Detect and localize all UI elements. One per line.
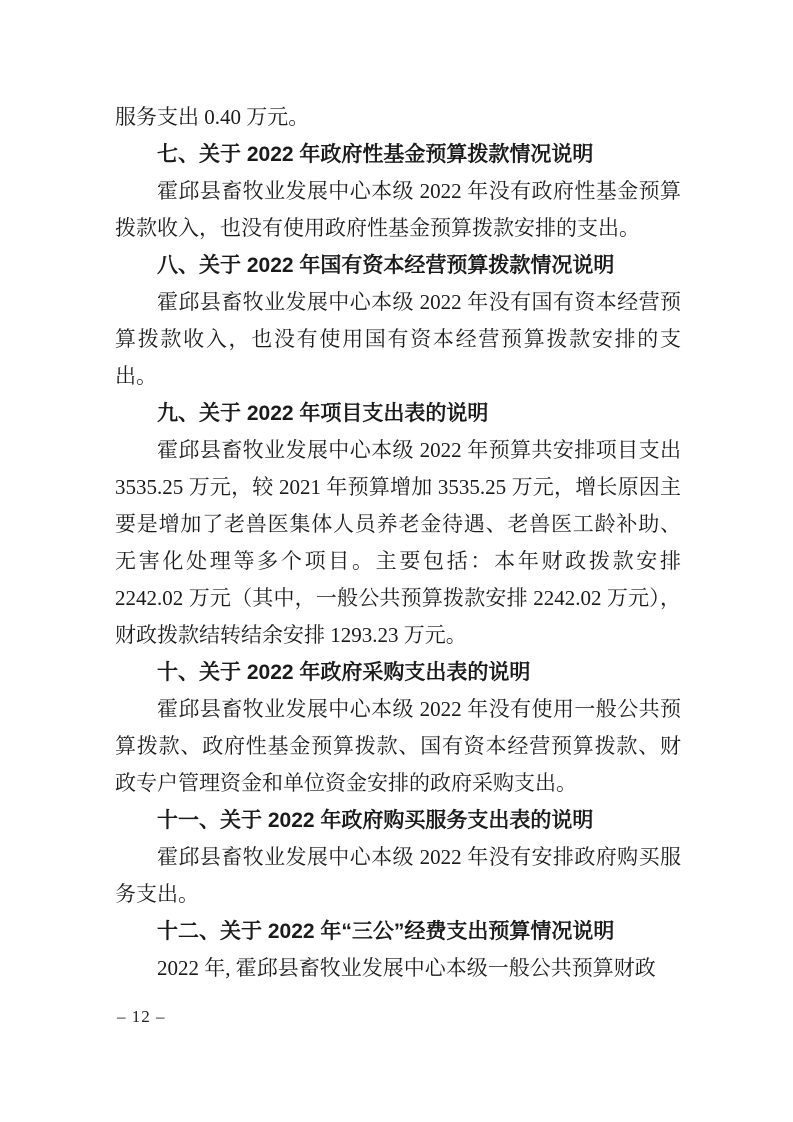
paragraph-section-8: 霍邱县畜牧业发展中心本级 2022 年没有国有资本经营预算拨款收入，也没有使用国有资本经营预算拨款安排的支出。 <box>115 290 681 388</box>
paragraph-section-12: 2022 年, 霍邱县畜牧业发展中心本级一般公共预算财政 <box>157 956 656 980</box>
document-body <box>115 99 681 987</box>
heading-section-8: 八、关于 2022 年国有资本经营预算拨款情况说明 <box>157 254 615 277</box>
heading-section-12: 十二、关于 2022 年“三公”经费支出预算情况说明 <box>157 920 615 943</box>
heading-section-9: 九、关于 2022 年项目支出表的说明 <box>157 402 489 425</box>
heading-section-10: 十、关于 2022 年政府采购支出表的说明 <box>157 661 531 684</box>
heading-section-11: 十一、关于 2022 年政府购买服务支出表的说明 <box>157 809 594 832</box>
paragraph-section-10: 霍邱县畜牧业发展中心本级 2022 年没有使用一般公共预算拨款、政府性基金预算拨款、国有资本经营预算拨款、财政专户管理资金和单位资金安排的政府采购支出。 <box>115 697 681 795</box>
paragraph-section-11: 霍邱县畜牧业发展中心本级 2022 年没有安排政府购买服务支出。 <box>115 845 681 906</box>
paragraph-section-9: 霍邱县畜牧业发展中心本级 2022 年预算共安排项目支出 3535.25 万元，较 2021 年预算增加 3535.25 万元，增长原因主要是增加了老兽医集体人员养老金待遇、老兽医工龄补助、无害化处理等多个项目。主要包括：本年财政拨款安排 2242.02 万元（其中，一般公共预算拨款安排 2242.02 万元），财政拨款结转结余安排 1293.23 万元。 <box>115 438 681 647</box>
paragraph-continued: 服务支出 0.40 万元。 <box>115 105 310 129</box>
page-number-footer <box>117 1005 166 1029</box>
heading-section-7: 七、关于 2022 年政府性基金预算拨款情况说明 <box>157 143 594 166</box>
paragraph-section-7: 霍邱县畜牧业发展中心本级 2022 年没有政府性基金预算拨款收入，也没有使用政府性基金预算拨款安排的支出。 <box>115 179 681 240</box>
page-number: – 12 – <box>117 1007 166 1026</box>
